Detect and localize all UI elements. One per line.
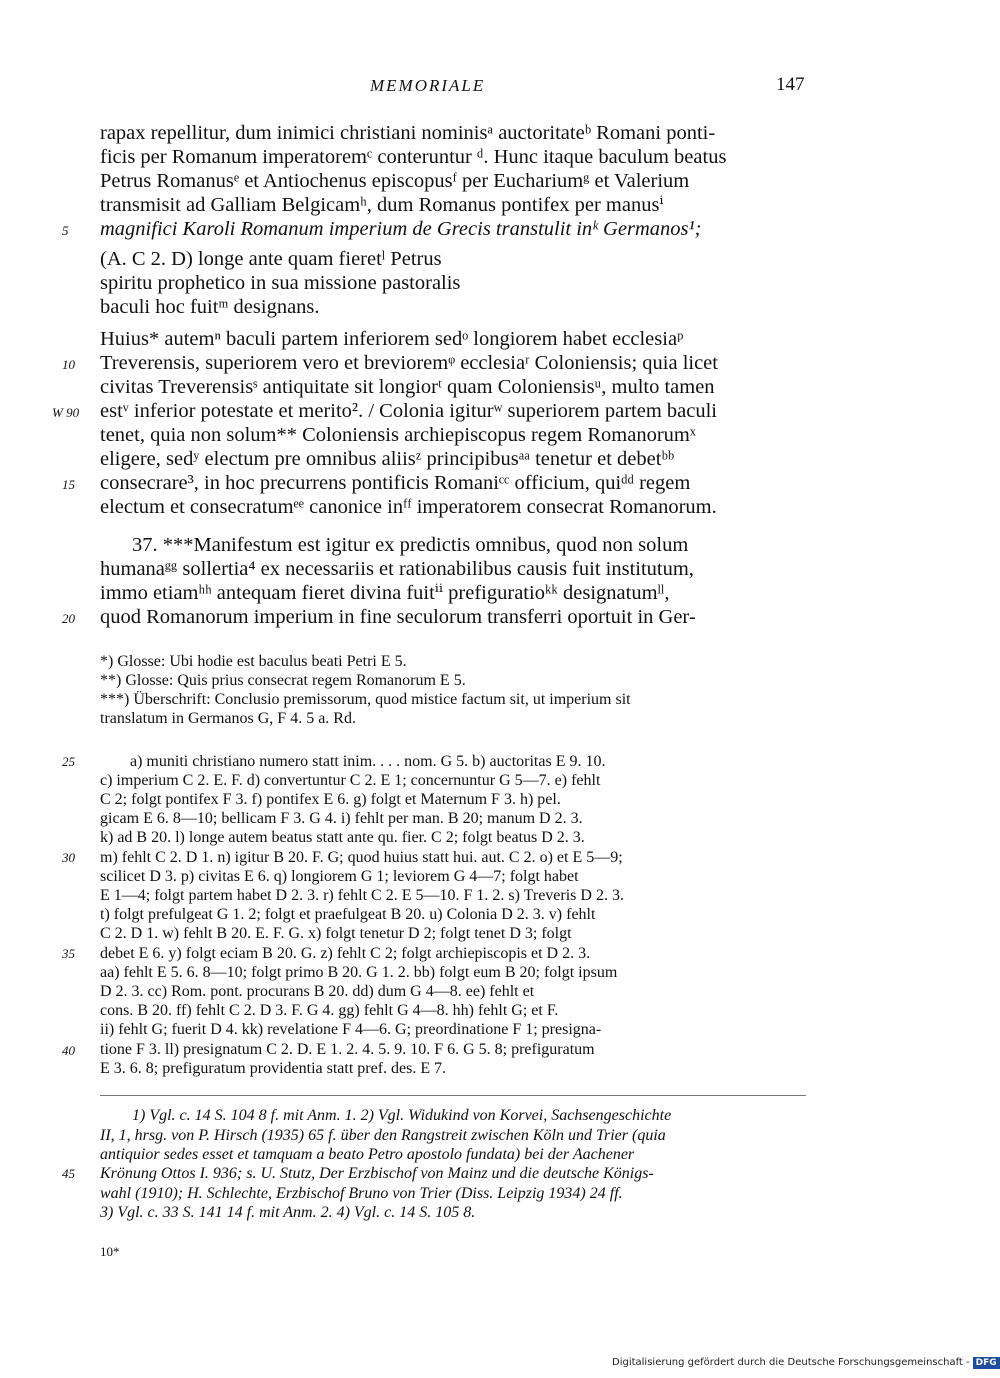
line-number: 40	[62, 1043, 75, 1058]
text-line: Huius* autemⁿ baculi partem inferiorem sedᵒ longiorem habet ecclesiaᵖ	[100, 328, 684, 350]
text-line: tenet, quia non solum** Coloniensis archiepiscopus regem Romanorumˣ	[100, 424, 696, 446]
text-line: (A. C 2. D) longe ante quam fieretˡ Petrus	[100, 248, 442, 270]
line-number: 45	[62, 1166, 75, 1181]
digitization-footer	[612, 1357, 1000, 1369]
text-line: baculi hoc fuitᵐ designans.	[100, 296, 320, 318]
gloss-line: **) Glosse: Quis prius consecrat regem Romanorum E 5.	[100, 672, 466, 689]
footnote-line: Krönung Ottos I. 936; s. U. Stutz, Der Erzbischof von Mainz und die deutsche Königs-	[100, 1165, 654, 1182]
text-line: spiritu prophetico in sua missione pastoralis	[100, 272, 461, 294]
page-number: 147	[776, 74, 805, 95]
variant-line: E 3. 6. 8; prefiguratum providentia statt pref. des. E 7.	[100, 1060, 447, 1077]
text-line: Petrus Romanusᵉ et Antiochenus episcopusᶠ per Euchariumᵍ et Valerium	[100, 170, 690, 192]
footnote-line: II, 1, hrsg. von P. Hirsch (1935) 65 f. über den Rangstreit zwischen Köln und Trier (quia	[100, 1127, 666, 1144]
text-line: electum et consecratumᵉᵉ canonice inᶠᶠ imperatorem consecrat Romanorum.	[100, 496, 717, 518]
line-number: 10	[62, 357, 75, 372]
gloss-line: translatum in Germanos G, F 4. 5 a. Rd.	[100, 710, 356, 727]
text-line: immo etiamʰʰ antequam fieret divina fuitⁱⁱ prefiguratioᵏᵏ designatumˡˡ,	[100, 582, 670, 604]
variant-line: gicam E 6. 8—10; bellicam F 3. G 4. i) fehlt per man. B 20; manum D 2. 3.	[100, 810, 583, 827]
footnote-line: wahl (1910); H. Schlechte, Erzbischof Bruno von Trier (Diss. Leipzig 1934) 24 ff.	[100, 1185, 623, 1202]
footnote-line: 1) Vgl. c. 14 S. 104 8 f. mit Anm. 1. 2) Vgl. Widukind von Korvei, Sachsengeschichte	[132, 1107, 672, 1124]
variant-line: aa) fehlt E 5. 6. 8—10; folgt primo B 20. G 1. 2. bb) folgt eum B 20; folgt ipsum	[100, 964, 618, 981]
signature-mark: 10*	[100, 1244, 120, 1259]
gloss-line: *) Glosse: Ubi hodie est baculus beati Petri E 5.	[100, 653, 407, 670]
text-line: humanaᵍᵍ sollertia⁴ ex necessariis et rationabilibus causis fuit institutum,	[100, 558, 694, 580]
footer-text: Digitalisierung gefördert durch die Deutsche Forschungsgemeinschaft -	[612, 1357, 970, 1368]
line-number: 35	[62, 946, 75, 961]
variant-line: E 1—4; folgt partem habet D 2. 3. r) fehlt C 2. E 5—10. F 1. 2. s) Treveris D 2. 3.	[100, 887, 624, 904]
variant-line: k) ad B 20. l) longe autem beatus statt ante qu. fier. C 2; folgt beatus D 2. 3.	[100, 829, 585, 846]
variant-line: tione F 3. ll) presignatum C 2. D. E 1. 2. 4. 5. 9. 10. F 6. G 5. 8; prefiguratum	[100, 1041, 595, 1058]
text-line: Treverensis, superiorem vero et brevioremᵠ ecclesiaʳ Coloniensis; quia licet	[100, 352, 718, 374]
text-line: quod Romanorum imperium in fine seculorum transferri oportuit in Ger-	[100, 606, 696, 628]
text-line: eligere, sedʸ electum pre omnibus aliisᶻ principibusᵃᵃ tenetur et debetᵇᵇ	[100, 448, 675, 470]
variant-line: ii) fehlt G; fuerit D 4. kk) revelatione F 4—6. G; preordinatione F 1; presigna-	[100, 1021, 602, 1038]
dfg-logo: DFG	[973, 1357, 1000, 1369]
text-line: ficis per Romanum imperatoremᶜ conteruntur ᵈ. Hunc itaque baculum beatus	[100, 146, 727, 168]
variant-line: C 2; folgt pontifex F 3. f) pontifex E 6. g) folgt et Maternum F 3. h) pel.	[100, 791, 561, 808]
variant-line: c) imperium C 2. E. F. d) convertuntur C 2. E 1; concernuntur G 5—7. e) fehlt	[100, 772, 601, 789]
variant-line: cons. B 20. ff) fehlt C 2. D 3. F. G 4. gg) fehlt G 4—8. hh) fehlt G; et F.	[100, 1002, 559, 1019]
footnote-line: antiquior sedes esset et tamquam a beato Petro apostolo fundata) bei der Aachener	[100, 1146, 635, 1163]
variant-line: t) folgt prefulgeat G 1. 2; folgt et praefulgeat B 20. u) Colonia D 2. 3. v) fehlt	[100, 906, 596, 923]
variant-line: debet E 6. y) folgt eciam B 20. G. z) fehlt C 2; folgt archiepiscopis et D 2. 3.	[100, 945, 591, 962]
folio-marker: W 90	[52, 405, 80, 420]
running-title: MEMORIALE	[370, 76, 486, 95]
footnote-line: 3) Vgl. c. 33 S. 141 14 f. mit Anm. 2. 4) Vgl. c. 14 S. 105 8.	[100, 1204, 476, 1221]
text-line: estᵛ inferior potestate et merito². / Colonia igiturʷ superiorem partem baculi	[100, 400, 717, 422]
line-number: 15	[62, 477, 75, 492]
variant-line: C 2. D 1. w) fehlt B 20. E. F. G. x) folgt tenetur D 2; folgt tenet D 3; folgt	[100, 925, 572, 942]
line-number: 30	[62, 850, 75, 865]
text-line: 37. ***Manifestum est igitur ex predictis omnibus, quod non solum	[132, 534, 689, 556]
text-line: consecrare³, in hoc precurrens pontificis Romaniᶜᶜ officium, quiᵈᵈ regem	[100, 472, 691, 494]
line-number: 5	[62, 223, 69, 238]
text-line: transmisit ad Galliam Belgicamʰ, dum Romanus pontifex per manusⁱ	[100, 194, 664, 216]
variant-line: scilicet D 3. p) civitas E 6. q) longiorem G 1; leviorem G 4—7; folgt habet	[100, 868, 579, 885]
text-line: rapax repellitur, dum inimici christiani nominisᵃ auctoritateᵇ Romani ponti-	[100, 122, 716, 144]
text-line: civitas Treverensisˢ antiquitate sit longiorᵗ quam Coloniensisᵘ, multo tamen	[100, 376, 715, 398]
variant-line: D 2. 3. cc) Rom. pont. procurans B 20. dd) dum G 4—8. ee) fehlt et	[100, 983, 535, 1000]
footnote-divider	[100, 1095, 806, 1096]
variant-line: m) fehlt C 2. D 1. n) igitur B 20. F. G; quod huius statt hui. aut. C 2. o) et E 5—9;	[100, 849, 623, 866]
line-number: 20	[62, 611, 75, 626]
text-line: magnifici Karoli Romanum imperium de Grecis transtulit inᵏ Germanos¹;	[100, 218, 702, 240]
gloss-line: ***) Überschrift: Conclusio premissorum, quod mistice factum sit, ut imperium sit	[100, 691, 631, 708]
line-number: 25	[62, 754, 75, 769]
variant-line: a) muniti christiano numero statt inim. . . . nom. G 5. b) auctoritas E 9. 10.	[130, 753, 606, 770]
